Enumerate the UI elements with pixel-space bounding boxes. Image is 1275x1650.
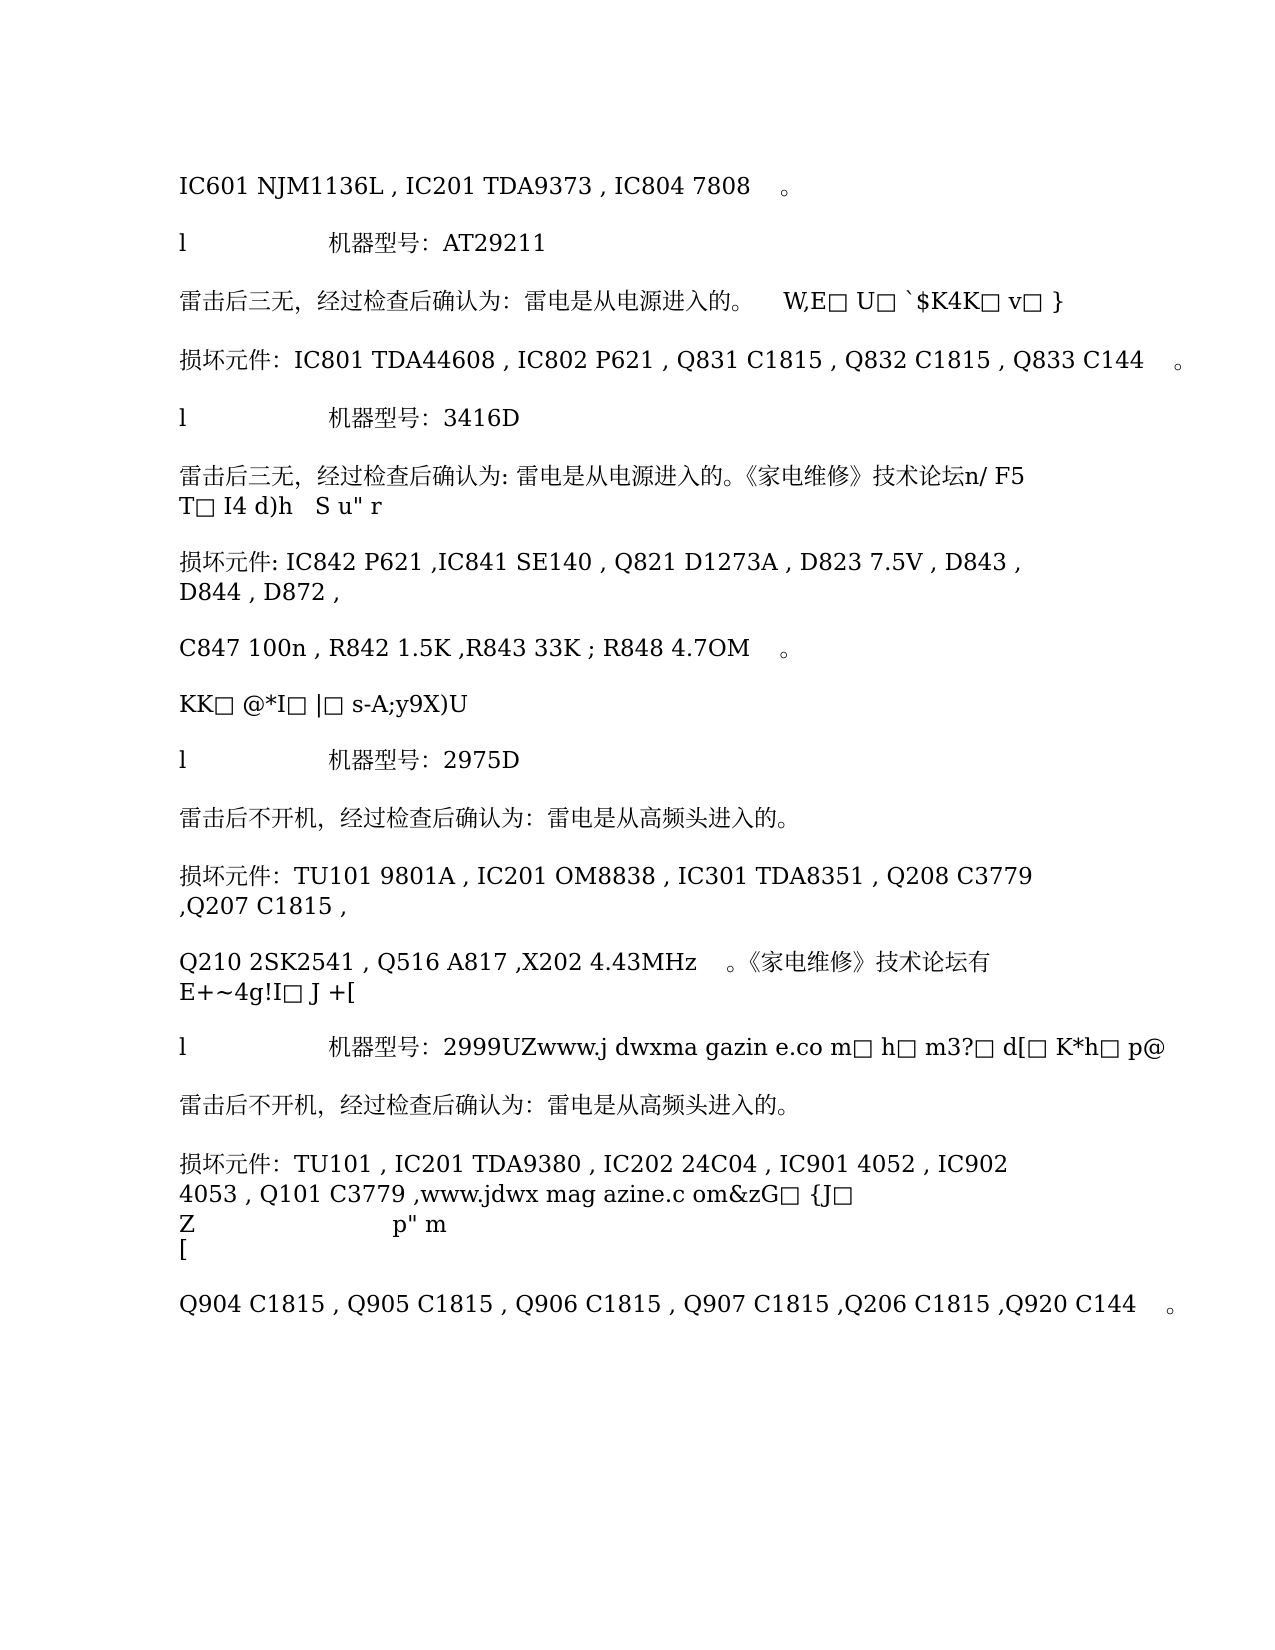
text-paragraph: Q210 2SK2541 , Q516 A817 ,X202 4.43MHz 。《家电维修》技术论坛有E+~4g!I□ J +[ xyxy=(179,950,991,1006)
text-paragraph: 损坏元件：TU101 9801A , IC201 OM8838 , IC301 TDA8351 , Q208 C3779 ,Q207 C1815 , xyxy=(179,864,1033,920)
model-line: 机器型号：2975D xyxy=(328,748,520,774)
text-line: [ xyxy=(179,1237,188,1263)
text-paragraph: 损坏元件：TU101 , IC201 TDA9380 , IC202 24C04 , IC901 4052 , IC902 4053 , Q101 C3779 ,www.jdwx mag azine.c om&zG□ {J□ Z p" m xyxy=(179,1152,1009,1238)
text-line: Q904 C1815 , Q905 C1815 , Q906 C1815 , Q907 C1815 ,Q206 C1815 ,Q920 C144 。 xyxy=(179,1292,1189,1318)
bullet-marker: l xyxy=(179,406,187,432)
model-line: 机器型号：3416D xyxy=(328,406,520,432)
model-line: 机器型号：2999UZwww.j dwxma gazin e.co m□ h□ m3?□ d[□ K*h□ p@ xyxy=(328,1035,1166,1061)
text-line: 雷击后不开机，经过检查后确认为：雷电是从高频头进入的。 xyxy=(179,1093,800,1119)
model-line: 机器型号：AT29211 xyxy=(328,231,547,257)
text-paragraph: 损坏元件: IC842 P621 ,IC841 SE140 , Q821 D1273A , D823 7.5V , D843 , D844 , D872 , xyxy=(179,550,1022,606)
text-line: 雷击后不开机，经过检查后确认为：雷电是从高频头进入的。 xyxy=(179,806,800,832)
bullet-marker: l xyxy=(179,1035,187,1061)
text-line: KK□ @*I□ |□ s-A;y9X)U xyxy=(179,692,469,718)
text-line: IC601 NJM1136L , IC201 TDA9373 , IC804 7808 。 xyxy=(179,174,803,200)
text-line: C847 100n , R842 1.5K ,R843 33K ; R848 4.7OM 。 xyxy=(179,636,803,662)
bullet-marker: l xyxy=(179,231,187,257)
bullet-marker: l xyxy=(179,748,187,774)
text-paragraph: 雷击后三无，经过检查后确认为: 雷电是从电源进入的。《家电维修》技术论坛n/ F5 T□ I4 d)h S u" r xyxy=(179,464,1026,520)
text-line: 雷击后三无，经过检查后确认为：雷电是从电源进入的。 W,E□ U□ `$K4K□ v□ } xyxy=(179,289,1066,315)
text-line: 损坏元件：IC801 TDA44608 , IC802 P621 , Q831 C1815 , Q832 C1815 , Q833 C144 。 xyxy=(179,348,1197,374)
